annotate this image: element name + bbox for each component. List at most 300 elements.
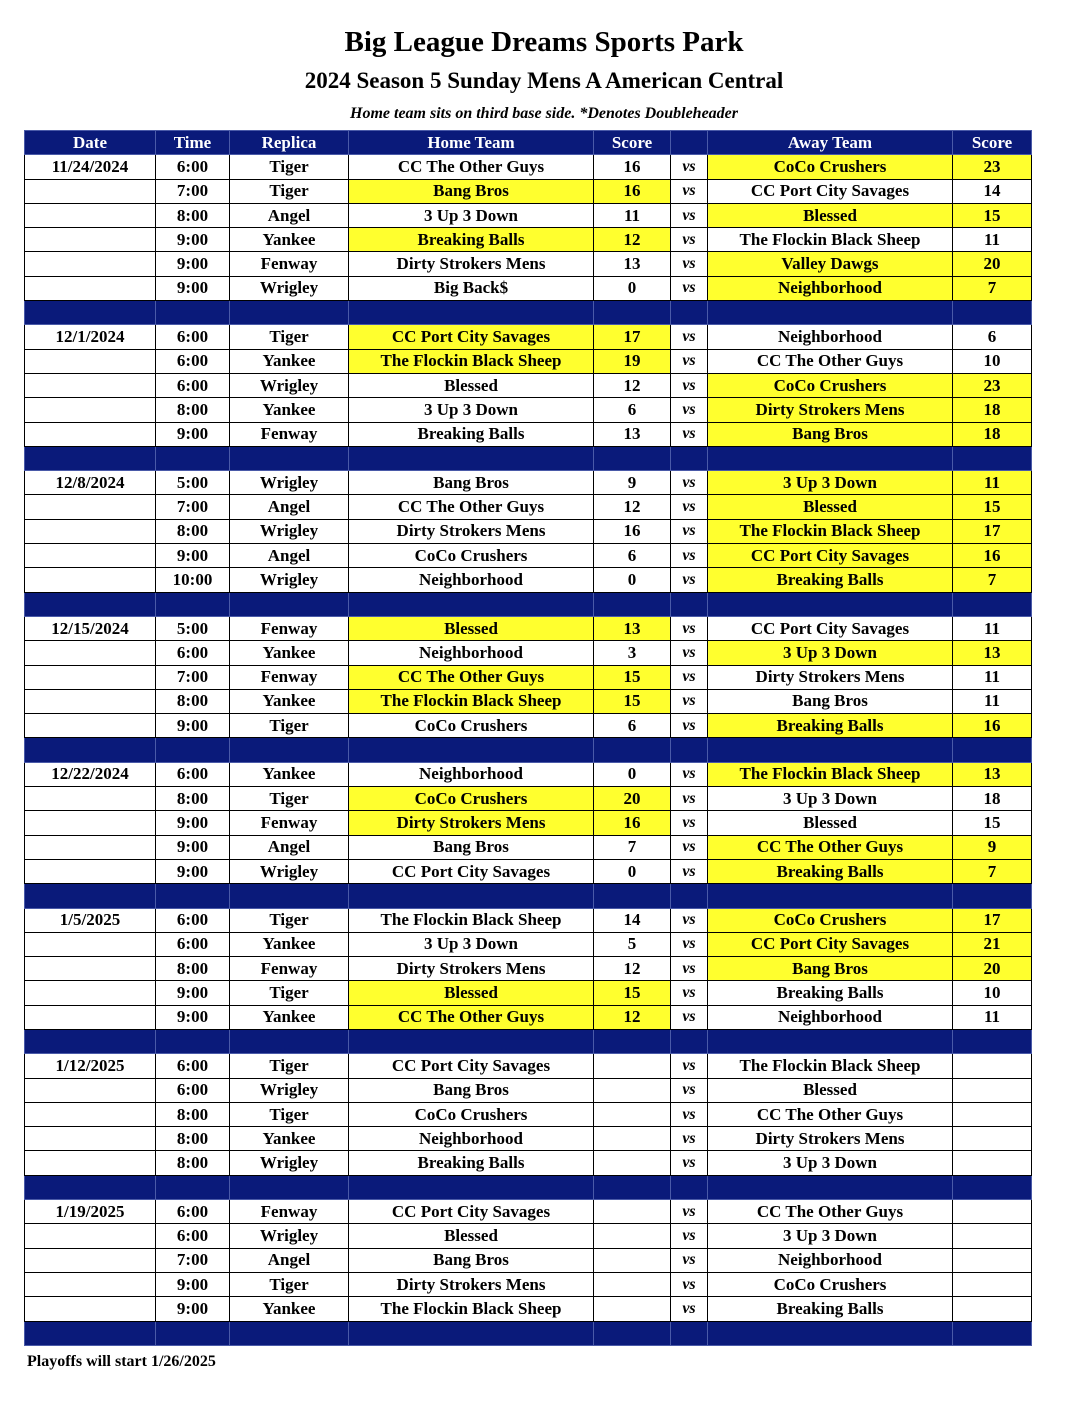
separator-cell xyxy=(230,1029,349,1053)
away-score-cell: 15 xyxy=(953,495,1032,519)
time-cell: 6:00 xyxy=(156,1054,230,1078)
playoffs-note: Playoffs will start 1/26/2025 xyxy=(27,1353,216,1370)
separator-cell xyxy=(156,446,230,470)
away-score-cell: 7 xyxy=(953,276,1032,300)
replica-cell: Wrigley xyxy=(230,1078,349,1102)
replica-cell: Wrigley xyxy=(230,373,349,397)
away-team-cell: Bang Bros xyxy=(708,957,953,981)
home-score-cell: 16 xyxy=(594,179,671,203)
separator-cell xyxy=(671,446,708,470)
separator-cell xyxy=(953,1321,1032,1345)
home-team-cell: CC The Other Guys xyxy=(349,155,594,179)
time-cell: 6:00 xyxy=(156,373,230,397)
home-team-cell: CoCo Crushers xyxy=(349,544,594,568)
away-team-cell: The Flockin Black Sheep xyxy=(708,228,953,252)
game-row xyxy=(25,811,1032,835)
separator-cell xyxy=(671,1175,708,1199)
home-team-cell: Blessed xyxy=(349,616,594,640)
away-score-cell xyxy=(953,1127,1032,1151)
time-cell: 9:00 xyxy=(156,276,230,300)
date-cell xyxy=(25,422,156,446)
home-team-cell: Neighborhood xyxy=(349,641,594,665)
col-header-date: Date xyxy=(25,131,156,155)
game-row xyxy=(25,228,1032,252)
away-team-cell: Breaking Balls xyxy=(708,714,953,738)
replica-cell: Yankee xyxy=(230,932,349,956)
game-row xyxy=(25,932,1032,956)
separator-cell xyxy=(25,301,156,325)
away-score-cell: 7 xyxy=(953,859,1032,883)
separator-cell xyxy=(349,1321,594,1345)
date-cell: 12/22/2024 xyxy=(25,762,156,786)
time-cell: 9:00 xyxy=(156,835,230,859)
away-team-cell: The Flockin Black Sheep xyxy=(708,762,953,786)
replica-cell: Tiger xyxy=(230,787,349,811)
away-score-cell: 20 xyxy=(953,957,1032,981)
date-cell xyxy=(25,252,156,276)
vs-cell: vs xyxy=(671,1272,708,1296)
vs-cell: vs xyxy=(671,787,708,811)
game-row xyxy=(25,155,1032,179)
home-team-cell: CC The Other Guys xyxy=(349,495,594,519)
away-team-cell: Blessed xyxy=(708,495,953,519)
game-row xyxy=(25,1224,1032,1248)
away-team-cell: 3 Up 3 Down xyxy=(708,641,953,665)
vs-cell: vs xyxy=(671,228,708,252)
replica-cell: Fenway xyxy=(230,1200,349,1224)
date-cell xyxy=(25,495,156,519)
replica-cell: Yankee xyxy=(230,1005,349,1029)
time-cell: 8:00 xyxy=(156,398,230,422)
vs-cell: vs xyxy=(671,422,708,446)
time-cell: 9:00 xyxy=(156,714,230,738)
time-cell: 6:00 xyxy=(156,155,230,179)
home-score-cell: 13 xyxy=(594,252,671,276)
vs-cell: vs xyxy=(671,325,708,349)
home-score-cell: 6 xyxy=(594,714,671,738)
separator-cell xyxy=(25,738,156,762)
home-score-cell: 0 xyxy=(594,568,671,592)
separator-cell xyxy=(953,738,1032,762)
separator-cell xyxy=(230,738,349,762)
game-row xyxy=(25,203,1032,227)
replica-cell: Tiger xyxy=(230,155,349,179)
away-team-cell: CC Port City Savages xyxy=(708,932,953,956)
home-team-cell: Dirty Strokers Mens xyxy=(349,252,594,276)
time-cell: 6:00 xyxy=(156,1200,230,1224)
week-separator-row xyxy=(25,446,1032,470)
away-team-cell: Blessed xyxy=(708,811,953,835)
separator-cell xyxy=(156,738,230,762)
separator-cell xyxy=(156,1029,230,1053)
date-cell xyxy=(25,179,156,203)
game-row xyxy=(25,908,1032,932)
replica-cell: Angel xyxy=(230,544,349,568)
vs-cell: vs xyxy=(671,252,708,276)
away-team-cell: CC Port City Savages xyxy=(708,544,953,568)
separator-cell xyxy=(25,1029,156,1053)
time-cell: 6:00 xyxy=(156,932,230,956)
game-row xyxy=(25,252,1032,276)
replica-cell: Yankee xyxy=(230,1127,349,1151)
away-score-cell: 11 xyxy=(953,228,1032,252)
vs-cell: vs xyxy=(671,689,708,713)
game-row xyxy=(25,398,1032,422)
away-score-cell: 18 xyxy=(953,398,1032,422)
time-cell: 8:00 xyxy=(156,203,230,227)
home-team-cell: The Flockin Black Sheep xyxy=(349,908,594,932)
home-team-note: Home team sits on third base side. *Denotes Doubleheader xyxy=(350,105,738,122)
separator-cell xyxy=(594,592,671,616)
time-cell: 8:00 xyxy=(156,957,230,981)
replica-cell: Angel xyxy=(230,495,349,519)
home-score-cell xyxy=(594,1224,671,1248)
away-score-cell: 18 xyxy=(953,422,1032,446)
away-score-cell: 15 xyxy=(953,203,1032,227)
vs-cell: vs xyxy=(671,641,708,665)
replica-cell: Yankee xyxy=(230,349,349,373)
game-row xyxy=(25,1005,1032,1029)
home-team-cell: Blessed xyxy=(349,373,594,397)
vs-cell: vs xyxy=(671,1297,708,1321)
date-cell xyxy=(25,859,156,883)
home-team-cell: Neighborhood xyxy=(349,762,594,786)
time-cell: 5:00 xyxy=(156,471,230,495)
date-cell xyxy=(25,787,156,811)
game-row xyxy=(25,665,1032,689)
time-cell: 9:00 xyxy=(156,228,230,252)
home-team-cell: Breaking Balls xyxy=(349,228,594,252)
away-score-cell xyxy=(953,1078,1032,1102)
game-row xyxy=(25,373,1032,397)
game-row xyxy=(25,544,1032,568)
home-team-cell: 3 Up 3 Down xyxy=(349,932,594,956)
away-team-cell: Dirty Strokers Mens xyxy=(708,1127,953,1151)
separator-cell xyxy=(708,592,953,616)
separator-cell xyxy=(594,446,671,470)
game-row xyxy=(25,787,1032,811)
home-score-cell xyxy=(594,1127,671,1151)
game-row xyxy=(25,1248,1032,1272)
away-score-cell: 11 xyxy=(953,616,1032,640)
separator-cell xyxy=(671,738,708,762)
vs-cell: vs xyxy=(671,349,708,373)
home-score-cell: 15 xyxy=(594,689,671,713)
home-score-cell: 6 xyxy=(594,398,671,422)
home-team-cell: Bang Bros xyxy=(349,1078,594,1102)
home-score-cell: 12 xyxy=(594,228,671,252)
vs-cell: vs xyxy=(671,811,708,835)
home-team-cell: The Flockin Black Sheep xyxy=(349,1297,594,1321)
separator-cell xyxy=(671,884,708,908)
away-team-cell: Bang Bros xyxy=(708,689,953,713)
away-team-cell: Neighborhood xyxy=(708,276,953,300)
game-row xyxy=(25,1127,1032,1151)
schedule-table xyxy=(24,130,1032,1346)
date-cell xyxy=(25,203,156,227)
away-team-cell: Dirty Strokers Mens xyxy=(708,665,953,689)
time-cell: 9:00 xyxy=(156,1272,230,1296)
time-cell: 9:00 xyxy=(156,544,230,568)
home-score-cell xyxy=(594,1151,671,1175)
date-cell xyxy=(25,1127,156,1151)
separator-cell xyxy=(25,884,156,908)
away-score-cell xyxy=(953,1297,1032,1321)
separator-cell xyxy=(953,1029,1032,1053)
home-score-cell: 17 xyxy=(594,325,671,349)
home-score-cell: 14 xyxy=(594,908,671,932)
separator-cell xyxy=(156,301,230,325)
game-row xyxy=(25,1102,1032,1126)
vs-cell: vs xyxy=(671,373,708,397)
home-team-cell: The Flockin Black Sheep xyxy=(349,349,594,373)
away-score-cell: 17 xyxy=(953,908,1032,932)
vs-cell: vs xyxy=(671,1054,708,1078)
date-cell xyxy=(25,932,156,956)
time-cell: 8:00 xyxy=(156,689,230,713)
date-cell xyxy=(25,349,156,373)
separator-cell xyxy=(230,446,349,470)
home-score-cell: 15 xyxy=(594,665,671,689)
separator-cell xyxy=(25,446,156,470)
vs-cell: vs xyxy=(671,908,708,932)
replica-cell: Tiger xyxy=(230,1102,349,1126)
home-score-cell: 16 xyxy=(594,155,671,179)
home-team-cell: Bang Bros xyxy=(349,1248,594,1272)
date-cell xyxy=(25,228,156,252)
date-cell xyxy=(25,1248,156,1272)
col-header-vs xyxy=(671,131,708,155)
date-cell: 1/5/2025 xyxy=(25,908,156,932)
replica-cell: Fenway xyxy=(230,811,349,835)
vs-cell: vs xyxy=(671,544,708,568)
separator-cell xyxy=(953,446,1032,470)
separator-cell xyxy=(671,592,708,616)
away-team-cell: CC The Other Guys xyxy=(708,349,953,373)
replica-cell: Wrigley xyxy=(230,519,349,543)
game-row xyxy=(25,957,1032,981)
separator-cell xyxy=(594,1175,671,1199)
time-cell: 9:00 xyxy=(156,981,230,1005)
week-separator-row xyxy=(25,738,1032,762)
vs-cell: vs xyxy=(671,859,708,883)
vs-cell: vs xyxy=(671,203,708,227)
vs-cell: vs xyxy=(671,155,708,179)
away-team-cell: Blessed xyxy=(708,1078,953,1102)
home-team-cell: Bang Bros xyxy=(349,179,594,203)
away-score-cell xyxy=(953,1224,1032,1248)
home-score-cell: 13 xyxy=(594,616,671,640)
separator-cell xyxy=(230,1321,349,1345)
away-team-cell: CoCo Crushers xyxy=(708,155,953,179)
game-row xyxy=(25,1272,1032,1296)
separator-cell xyxy=(156,1321,230,1345)
date-cell: 12/1/2024 xyxy=(25,325,156,349)
away-team-cell: Dirty Strokers Mens xyxy=(708,398,953,422)
home-team-cell: Big Back$ xyxy=(349,276,594,300)
away-team-cell: The Flockin Black Sheep xyxy=(708,519,953,543)
separator-cell xyxy=(671,1029,708,1053)
home-team-cell: Dirty Strokers Mens xyxy=(349,811,594,835)
vs-cell: vs xyxy=(671,981,708,1005)
page-title: Big League Dreams Sports Park xyxy=(344,26,744,58)
separator-cell xyxy=(708,301,953,325)
away-team-cell: CC The Other Guys xyxy=(708,835,953,859)
game-row xyxy=(25,422,1032,446)
separator-cell xyxy=(708,884,953,908)
away-team-cell: CoCo Crushers xyxy=(708,1272,953,1296)
away-team-cell: Neighborhood xyxy=(708,325,953,349)
home-team-cell: CC Port City Savages xyxy=(349,1200,594,1224)
home-team-cell: CoCo Crushers xyxy=(349,1102,594,1126)
vs-cell: vs xyxy=(671,1200,708,1224)
away-score-cell: 13 xyxy=(953,641,1032,665)
replica-cell: Wrigley xyxy=(230,471,349,495)
vs-cell: vs xyxy=(671,957,708,981)
home-team-cell: Dirty Strokers Mens xyxy=(349,957,594,981)
game-row xyxy=(25,1078,1032,1102)
date-cell xyxy=(25,544,156,568)
away-score-cell: 11 xyxy=(953,471,1032,495)
date-cell xyxy=(25,1297,156,1321)
separator-cell xyxy=(25,1321,156,1345)
date-cell xyxy=(25,1005,156,1029)
away-score-cell: 15 xyxy=(953,811,1032,835)
time-cell: 7:00 xyxy=(156,1248,230,1272)
game-row xyxy=(25,835,1032,859)
time-cell: 7:00 xyxy=(156,495,230,519)
away-score-cell: 18 xyxy=(953,787,1032,811)
home-team-cell: CoCo Crushers xyxy=(349,714,594,738)
replica-cell: Yankee xyxy=(230,641,349,665)
vs-cell: vs xyxy=(671,568,708,592)
vs-cell: vs xyxy=(671,616,708,640)
vs-cell: vs xyxy=(671,471,708,495)
time-cell: 8:00 xyxy=(156,1127,230,1151)
home-score-cell: 16 xyxy=(594,811,671,835)
date-cell: 11/24/2024 xyxy=(25,155,156,179)
vs-cell: vs xyxy=(671,276,708,300)
game-row xyxy=(25,641,1032,665)
game-row xyxy=(25,325,1032,349)
replica-cell: Wrigley xyxy=(230,859,349,883)
date-cell: 1/12/2025 xyxy=(25,1054,156,1078)
separator-cell xyxy=(230,592,349,616)
page-subtitle: 2024 Season 5 Sunday Mens A American Central xyxy=(304,68,784,93)
away-score-cell: 9 xyxy=(953,835,1032,859)
home-team-cell: Blessed xyxy=(349,981,594,1005)
separator-cell xyxy=(671,1321,708,1345)
home-score-cell: 7 xyxy=(594,835,671,859)
separator-cell xyxy=(708,1321,953,1345)
away-team-cell: CC The Other Guys xyxy=(708,1200,953,1224)
date-cell xyxy=(25,811,156,835)
time-cell: 6:00 xyxy=(156,349,230,373)
away-team-cell: CoCo Crushers xyxy=(708,908,953,932)
replica-cell: Wrigley xyxy=(230,568,349,592)
vs-cell: vs xyxy=(671,932,708,956)
col-header-replica: Replica xyxy=(230,131,349,155)
away-score-cell: 11 xyxy=(953,665,1032,689)
home-score-cell: 0 xyxy=(594,762,671,786)
separator-cell xyxy=(708,1175,953,1199)
home-score-cell xyxy=(594,1102,671,1126)
replica-cell: Tiger xyxy=(230,908,349,932)
home-score-cell: 20 xyxy=(594,787,671,811)
week-separator-row xyxy=(25,1175,1032,1199)
away-score-cell: 6 xyxy=(953,325,1032,349)
time-cell: 6:00 xyxy=(156,325,230,349)
vs-cell: vs xyxy=(671,665,708,689)
date-cell xyxy=(25,665,156,689)
time-cell: 6:00 xyxy=(156,641,230,665)
game-row xyxy=(25,859,1032,883)
away-score-cell: 16 xyxy=(953,544,1032,568)
time-cell: 10:00 xyxy=(156,568,230,592)
away-team-cell: 3 Up 3 Down xyxy=(708,1151,953,1175)
away-team-cell: Blessed xyxy=(708,203,953,227)
game-row xyxy=(25,1297,1032,1321)
time-cell: 8:00 xyxy=(156,1151,230,1175)
home-team-cell: Bang Bros xyxy=(349,835,594,859)
date-cell xyxy=(25,641,156,665)
date-cell xyxy=(25,373,156,397)
home-score-cell: 12 xyxy=(594,1005,671,1029)
game-row xyxy=(25,689,1032,713)
home-score-cell: 0 xyxy=(594,859,671,883)
separator-cell xyxy=(349,1029,594,1053)
away-score-cell: 7 xyxy=(953,568,1032,592)
separator-cell xyxy=(594,1029,671,1053)
replica-cell: Angel xyxy=(230,835,349,859)
away-score-cell: 10 xyxy=(953,981,1032,1005)
replica-cell: Wrigley xyxy=(230,1224,349,1248)
away-team-cell: 3 Up 3 Down xyxy=(708,787,953,811)
replica-cell: Tiger xyxy=(230,714,349,738)
game-row xyxy=(25,495,1032,519)
separator-cell xyxy=(708,1029,953,1053)
away-score-cell xyxy=(953,1054,1032,1078)
home-score-cell: 3 xyxy=(594,641,671,665)
vs-cell: vs xyxy=(671,1078,708,1102)
replica-cell: Yankee xyxy=(230,228,349,252)
replica-cell: Yankee xyxy=(230,398,349,422)
away-score-cell: 17 xyxy=(953,519,1032,543)
game-row xyxy=(25,1151,1032,1175)
separator-cell xyxy=(349,301,594,325)
separator-cell xyxy=(594,884,671,908)
date-cell xyxy=(25,689,156,713)
separator-cell xyxy=(156,884,230,908)
away-team-cell: Breaking Balls xyxy=(708,981,953,1005)
separator-cell xyxy=(349,738,594,762)
home-team-cell: Bang Bros xyxy=(349,471,594,495)
separator-cell xyxy=(230,301,349,325)
game-row xyxy=(25,471,1032,495)
home-score-cell xyxy=(594,1054,671,1078)
week-separator-row xyxy=(25,1321,1032,1345)
date-cell xyxy=(25,1272,156,1296)
replica-cell: Tiger xyxy=(230,1054,349,1078)
schedule-body xyxy=(25,155,1032,1346)
date-cell: 1/19/2025 xyxy=(25,1200,156,1224)
time-cell: 6:00 xyxy=(156,1224,230,1248)
time-cell: 6:00 xyxy=(156,1078,230,1102)
away-score-cell: 14 xyxy=(953,179,1032,203)
date-cell xyxy=(25,1151,156,1175)
vs-cell: vs xyxy=(671,519,708,543)
col-header-away-score: Score xyxy=(953,131,1032,155)
